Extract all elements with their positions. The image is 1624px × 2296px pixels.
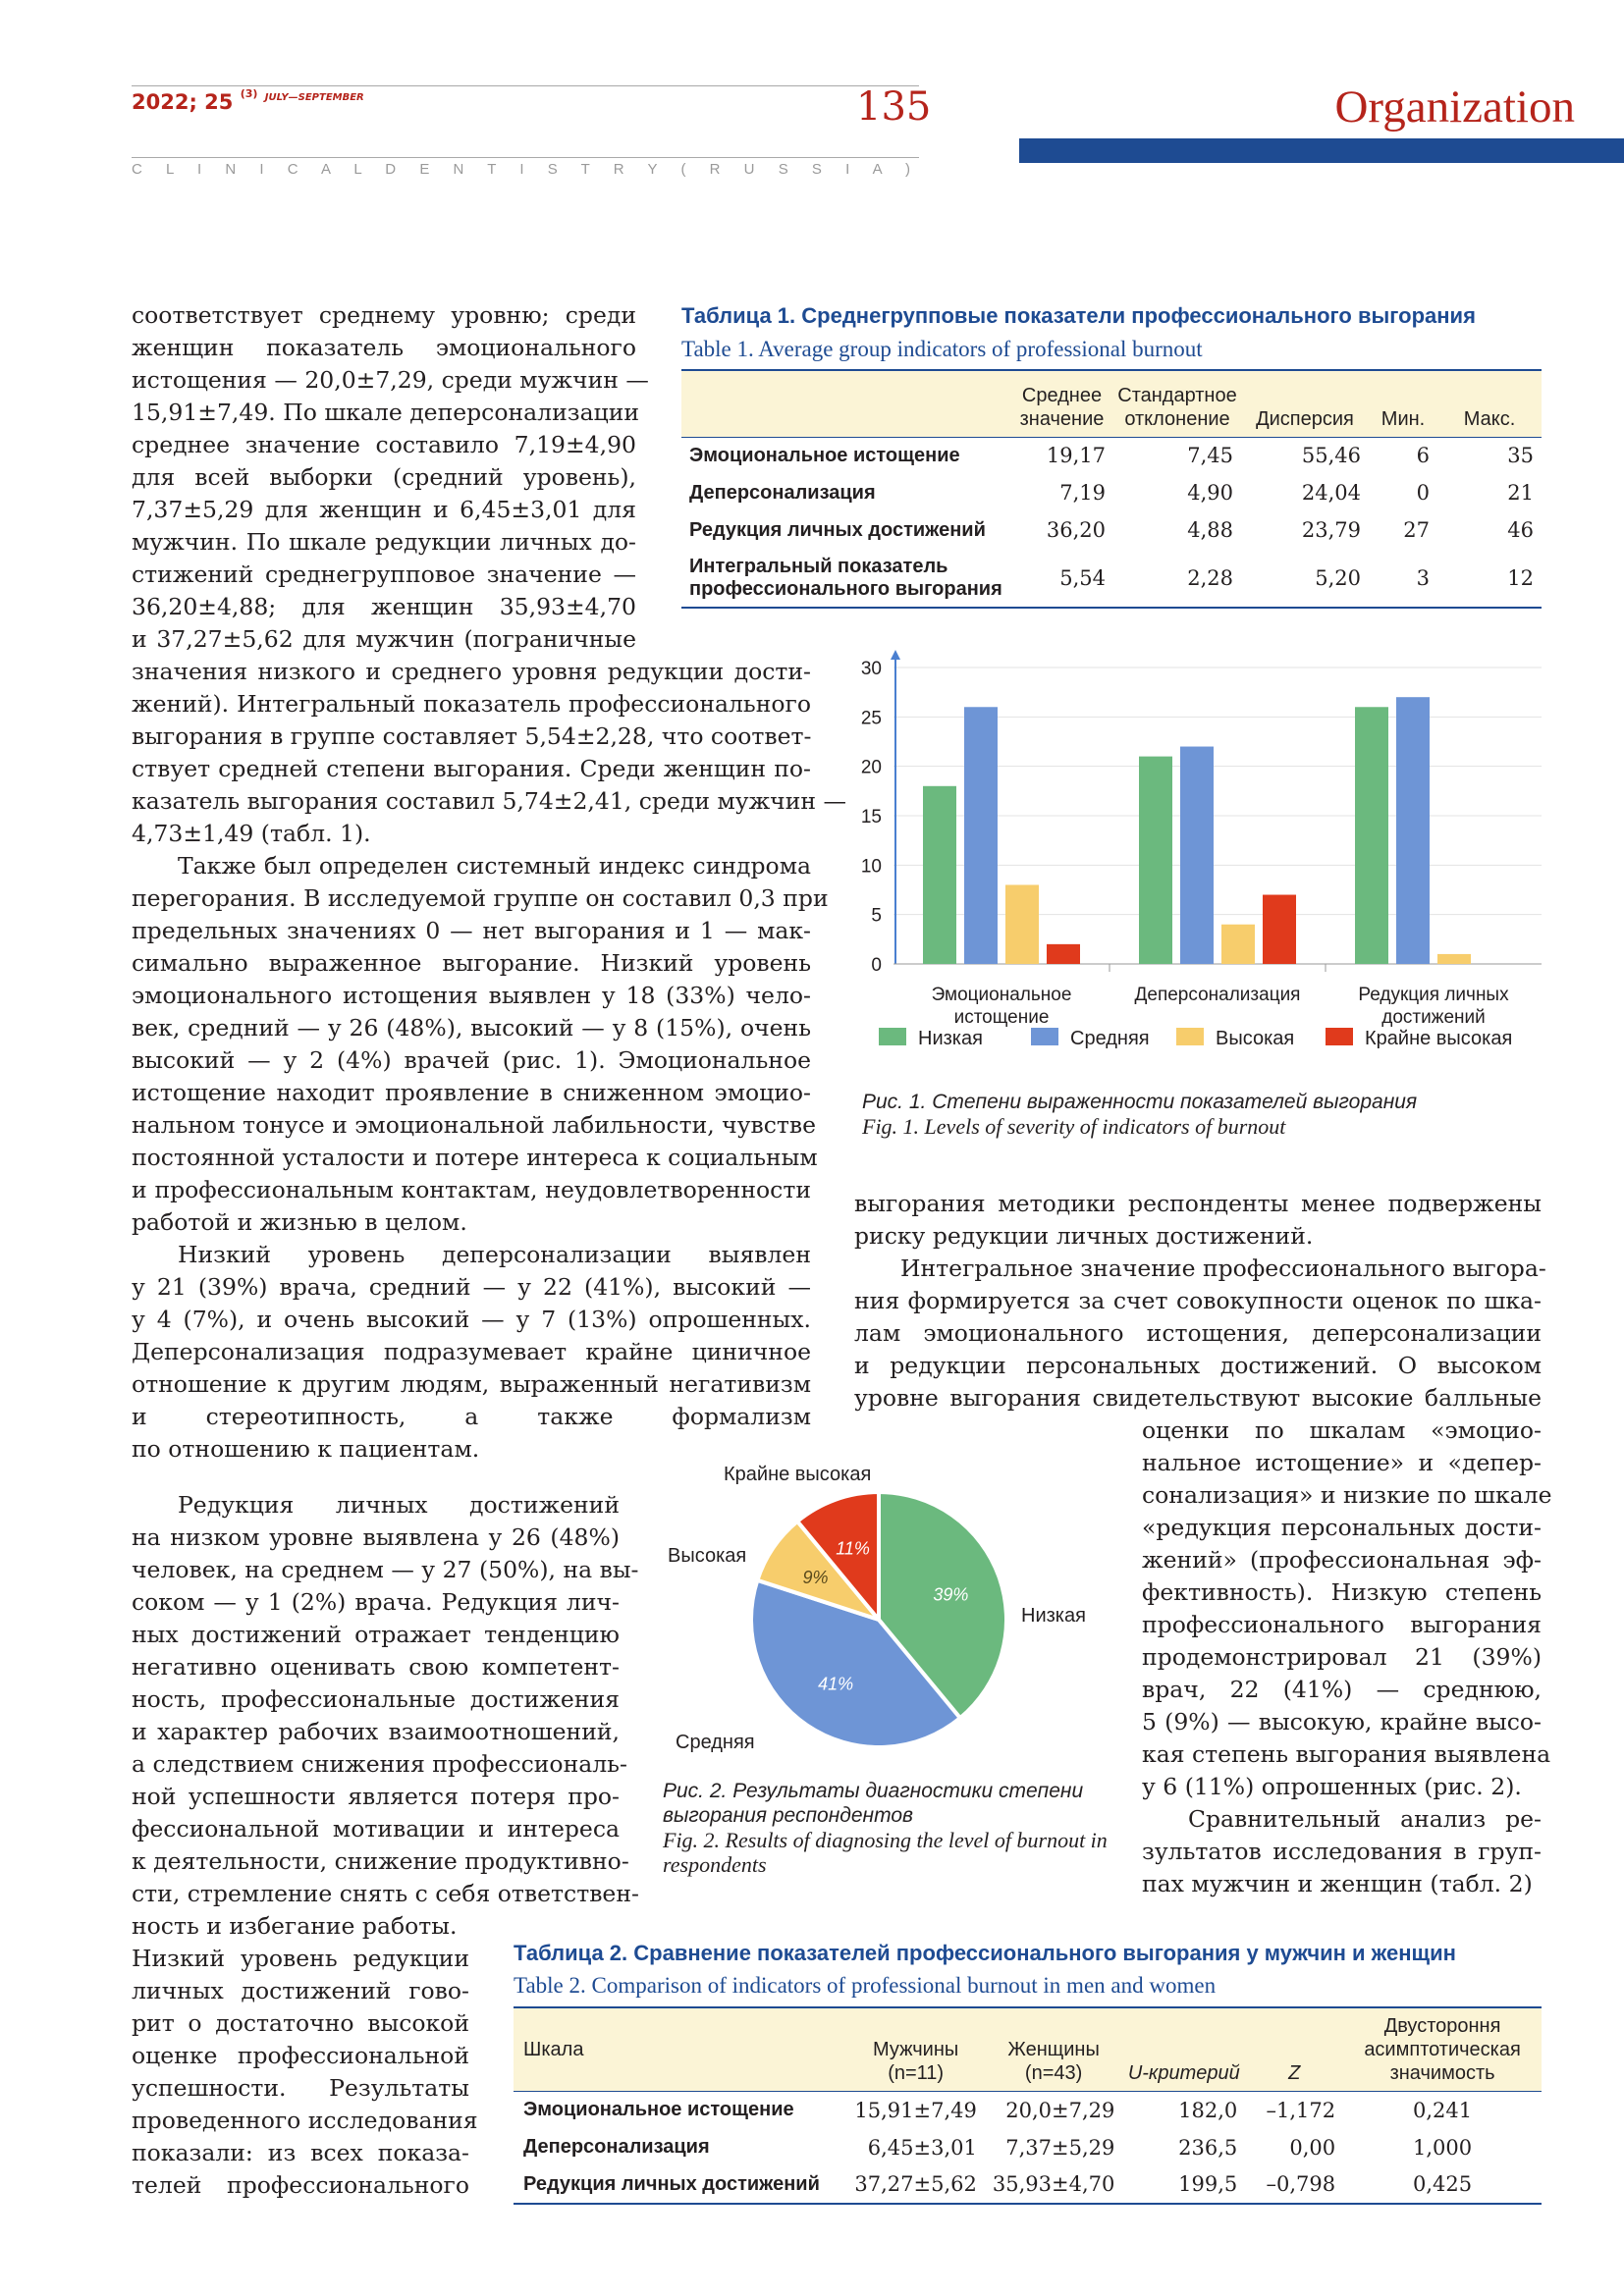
table2-caption-ru: Таблица 2. Сравнение показателей профессионального выгорания у мужчин и женщин [514,1941,1456,1965]
text-line: успешности. Результаты [132,2074,469,2102]
text-line: истощения — 20,0±7,29, среди мужчин — [132,366,649,394]
text-line: для всей выборки (средний уровень), [132,463,636,491]
text-line: у 4 (7%), и очень высокий — у 7 (13%) опрошенных. [132,1306,811,1333]
text-line: 4,73±1,49 (табл. 1). [132,820,371,847]
slice-value-label: 41% [818,1674,854,1694]
table2 [514,2006,1542,2205]
table1-header [681,370,1010,437]
bar-chart [844,648,1551,1060]
table1-header: Дисперсия [1241,370,1369,437]
text-line: ность и избегание работы. [132,1912,458,1940]
table-cell: 35 [1507,444,1534,468]
bar [1005,884,1039,964]
header-rule-top [132,85,919,86]
row-label: Редукция личных достижений [514,2166,846,2204]
y-tick-label: 5 [871,905,882,927]
text-line: и 37,27±5,62 для мужчин (пограничные [132,625,636,653]
slice-category-label: Низкая [1021,1605,1086,1627]
bar [1139,757,1172,964]
table-cell: 199,5 [1122,2166,1245,2204]
text-line: симально выраженное выгорание. Низкий уровень [132,949,811,977]
text-right-narrow [1142,1415,1552,1900]
text-line: отношение к другим людям, выраженный негативизм [132,1370,811,1398]
text-line: и стереотипность, а также формализм [132,1403,811,1430]
bar [923,786,956,964]
table-cell: 12 [1437,549,1542,608]
text-line: стижений среднегрупповое значение — [132,561,636,588]
bar [1047,944,1080,964]
figure2-caption-en: Fig. 2. Results of diagnosing the level of burnout in respondents [663,1828,1108,1877]
text-line: выгорания методики респонденты менее подвержены [854,1190,1542,1217]
text-line: оценки по шкалам «эмоцио- [1142,1416,1542,1444]
x-tick-label: Редукция личных [1358,985,1509,1005]
text-line: нальном тонусе и эмоциональной лабильности, чувстве [132,1111,817,1139]
text-line: нальное истощение» и «депер- [1142,1449,1542,1476]
text-line: Также был определен системный индекс синдрома [178,852,811,880]
table1-header: Макс. [1437,370,1542,437]
text-line: эмоционального истощения выявлен у 18 (33%) чело- [132,982,811,1009]
text-line: на низком уровне выявлена у 26 (48%) [132,1523,620,1551]
table-cell: 23,79 [1301,518,1361,542]
table2-header: Двустороння асимптотическая значимость [1343,2007,1542,2092]
text-line: кая степень выгорания выявлена [1142,1740,1551,1768]
text-line: и редукции персональных достижений. О высоком [854,1352,1542,1379]
text-line: по отношению к пациентам. [132,1435,480,1463]
section-title: Organization [1334,81,1575,133]
bar [964,707,998,964]
table-cell: 7,45 [1187,444,1233,468]
table1-header: Среднее значение [1010,370,1113,437]
text-line: век, средний — у 26 (48%), высокий — у 8 (15%), очень [132,1014,811,1041]
table-cell: 21 [1507,481,1534,505]
table-cell: 55,46 [1301,444,1361,468]
legend-swatch [1031,1028,1058,1045]
text-line: 7,37±5,29 для женщин и 6,45±3,01 для [132,496,636,523]
y-tick-label: 30 [860,659,882,679]
text-left-top [132,299,649,656]
text-line: значения низкого и среднего уровня редукции дости- [132,658,811,685]
table-cell: 20,0±7,29 [1005,2098,1115,2122]
table-cell: 6 [1416,444,1430,468]
table1-caption-ru: Таблица 1. Среднегрупповые показатели профессионального выгорания [681,303,1476,328]
table-cell: 24,04 [1301,481,1361,505]
bar [1396,697,1430,964]
table-row [514,2129,1542,2166]
pie-chart [658,1453,1119,1777]
row-label: Эмоциональное истощение [689,444,960,466]
legend-swatch [879,1028,906,1045]
legend-label: Средняя [1070,1028,1150,1049]
text-line: у 21 (39%) врача, средний — у 22 (41%), высокий — [132,1273,811,1301]
text-line: «редукция персональных дости- [1142,1514,1542,1541]
table-cell: 4,88 [1187,518,1233,542]
x-tick-label: Эмоциональное [931,985,1072,1005]
bar [1355,707,1388,964]
slice-value-label: 9% [802,1568,829,1588]
table-cell: 37,27±5,62 [846,2166,984,2204]
x-tick-label: достижений [1381,1007,1486,1028]
text-line: жений» (профессиональная эф- [1142,1546,1542,1574]
text-line: рит о достаточно высокой [132,2009,469,2037]
text-line: Интегральное значение профессионального выгора- [900,1255,1546,1282]
legend-label: Низкая [918,1028,983,1049]
table-cell: 6,45±3,01 [867,2135,977,2160]
text-line: врач, 22 (41%) — среднюю, [1142,1676,1542,1703]
table-cell: 5,20 [1241,549,1369,608]
table-row [681,474,1542,511]
table-cell: 236,5 [1178,2135,1238,2160]
text-line: ствует средней степени выгорания. Среди женщин по- [132,755,811,782]
text-left-bottom [132,1489,639,1943]
table-cell: 7,19 [1059,481,1106,505]
table1-header: Мин. [1369,370,1437,437]
table-cell: 182,0 [1178,2098,1238,2122]
text-line: проведенного исследования [132,2107,478,2134]
text-line: зультатов исследования в груп- [1142,1838,1542,1865]
text-line: уровне выгорания свидетельствуют высокие балльные [854,1384,1542,1412]
figure1-caption [862,1090,1549,1139]
slice-value-label: 39% [933,1584,969,1605]
text-line: Низкий уровень редукции [132,1945,469,1972]
table-row [681,549,1542,608]
text-line: сти, стремление снять с себя ответствен- [132,1880,639,1907]
row-label: Эмоциональное истощение [523,2099,794,2121]
text-line: перегорания. В исследуемой группе он составил 0,3 при [132,884,829,912]
text-line: и профессиональным контактам, неудовлетворенности [132,1176,811,1203]
text-line: соответствует среднему уровню; среди [132,301,636,329]
text-line: личных достижений гово- [132,1977,469,2004]
legend-label: Высокая [1216,1028,1295,1049]
text-line: постоянной усталости и потере интереса к социальным [132,1144,818,1171]
table-cell: –1,172 [1266,2098,1336,2122]
x-tick-label: истощение [953,1007,1050,1028]
table-cell: 2,28 [1113,549,1241,608]
text-line: а следствием снижения профессиональ- [132,1750,627,1778]
text-line: Сравнительный анализ ре- [1188,1805,1542,1833]
text-line: 36,20±4,88; для женщин 35,93±4,70 [132,593,636,620]
table-cell: 7,37±5,29 [1005,2135,1115,2160]
text-left-narrow [132,1943,478,2202]
text-line: ных достижений отражает тенденцию [132,1621,620,1648]
text-line: среднее значение составило 7,19±4,90 [132,431,636,458]
text-line: 5 (9%) — высокую, крайне высо- [1142,1708,1542,1735]
table-cell: 4,90 [1187,481,1233,505]
text-line: Деперсонализация подразумевает крайне циничное [132,1338,811,1365]
bar [1221,925,1255,964]
table2-header: Z [1245,2007,1343,2092]
figure1-caption-ru: Рис. 1. Степени выраженности показателей выгорания [862,1091,1418,1113]
table-cell: 3 [1369,549,1437,608]
table-row [514,2166,1542,2204]
text-line: продемонстрировал 21 (39%) [1142,1643,1542,1671]
text-line: сонализация» и низкие по шкале [1142,1481,1552,1509]
journal-name: C L I N I C A L D E N T I S T R Y ( R U S S I A ) [132,161,919,178]
text-line: показали: из всех показа- [132,2139,469,2166]
table-cell: 15,91±7,49 [854,2098,977,2122]
y-tick-label: 15 [860,807,882,828]
legend-swatch [1326,1028,1353,1045]
text-line: у 6 (11%) опрошенных (рис. 2). [1142,1773,1522,1800]
text-line: 15,91±7,49. По шкале деперсонализации [132,399,640,426]
y-tick-label: 0 [871,955,882,976]
page-number: 135 [856,84,932,130]
x-tick-label: Деперсонализация [1134,985,1301,1005]
text-line: ность, профессиональные достижения [132,1685,620,1713]
text-left-mid [132,656,847,1466]
text-line: к деятельности, снижение продуктивно- [132,1847,629,1875]
section-bar [1019,138,1624,163]
text-line: фессиональной мотивации и интереса [132,1815,620,1842]
legend-swatch [1176,1028,1204,1045]
table-cell: 0,425 [1343,2166,1542,2204]
row-label: Интегральный показатель профессионального выгорания [681,549,1010,608]
text-line: казатель выгорания составил 5,74±2,41, среди мужчин — [132,787,847,815]
table-cell: 0 [1416,481,1430,505]
bar [1263,895,1296,964]
slice-category-label: Высокая [668,1545,747,1567]
y-axis-arrow [891,650,900,660]
figure1-caption-en: Fig. 1. Levels of severity of indicators of burnout [862,1114,1286,1139]
text-line: оценке профессиональной [132,2042,469,2069]
table-cell: 19,17 [1046,444,1106,468]
table-cell: 36,20 [1046,518,1106,542]
text-line: высокий — у 2 (4%) врачей (рис. 1). Эмоциональное [132,1046,811,1074]
text-line: женщин показатель эмоционального [132,334,636,361]
text-line: и характер рабочих взаимоотношений, [132,1718,620,1745]
table-cell: 1,000 [1413,2135,1473,2160]
text-line: истощение находит проявление в сниженном эмоцио- [132,1079,811,1106]
table2-header: Женщины (n=43) [985,2007,1122,2092]
text-line: Редукция личных достижений [178,1491,620,1519]
text-line: предельных значениях 0 — нет выгорания и 1 — мак- [132,917,811,944]
text-line: лам эмоционального истощения, деперсонализации [854,1319,1542,1347]
text-line: человек, на среднем — у 27 (50%), на вы- [132,1556,639,1583]
text-line: профессионального выгорания [1142,1611,1542,1638]
table-cell: –0,798 [1245,2166,1343,2204]
text-line: телей профессионального [132,2171,469,2199]
text-line: работой и жизнью в целом. [132,1208,467,1236]
table-cell: 0,241 [1413,2098,1473,2122]
table2-header: U-критерий [1122,2007,1245,2092]
table2-header: Мужчины (n=11) [846,2007,984,2092]
table-cell: 5,54 [1010,549,1113,608]
table1 [681,369,1542,609]
slice-category-label: Средняя [676,1732,755,1753]
y-tick-label: 20 [860,757,882,778]
header-rule-bottom [132,157,919,158]
text-line: соком — у 1 (2%) врача. Редукция лич- [132,1588,620,1616]
table-cell: 27 [1403,518,1430,542]
figure2-caption-ru: Рис. 2. Результаты диагностики степени выгорания респондентов [663,1780,1084,1827]
table-cell: 46 [1507,518,1534,542]
issue-info: 2022; 25 $^{(3)}$ $^{JULY—SEPTEMBER}$ [132,87,364,114]
text-line: ной успешности является потеря про- [132,1783,620,1810]
table1-header: Стандартное отклонение [1113,370,1241,437]
text-line: пах мужчин и женщин (табл. 2) [1142,1870,1533,1897]
text-right-mid [854,1188,1546,1415]
text-line: фективность). Низкую степень [1142,1578,1542,1606]
table-cell: 0,00 [1289,2135,1336,2160]
table-row [681,437,1542,474]
legend-label: Крайне высокая [1365,1028,1513,1049]
row-label: Деперсонализация [689,481,876,504]
table-cell: 35,93±4,70 [985,2166,1122,2204]
table1-caption-en: Table 1. Average group indicators of professional burnout [681,337,1203,361]
slice-value-label: 11% [836,1538,870,1559]
table-row [514,2092,1542,2129]
text-line: жений). Интегральный показатель профессионального [132,690,811,718]
row-label: Редукция личных достижений [689,518,986,541]
y-tick-label: 10 [860,856,882,878]
table2-header: Шкала [514,2007,846,2092]
text-line: выгорания в группе составляет 5,54±2,28, что соответ- [132,722,812,750]
bar [1437,954,1471,964]
text-line: риску редукции личных достижений. [854,1222,1314,1250]
slice-category-label: Крайне высокая [724,1464,872,1485]
row-label: Деперсонализация [523,2136,710,2158]
bar [1180,747,1214,964]
figure2-caption [663,1779,1114,1877]
text-line: ния формируется за счет совокупности оценок по шка- [854,1287,1542,1314]
text-line: Низкий уровень деперсонализации выявлен [178,1241,811,1268]
text-line: негативно оценивать свою компетент- [132,1653,620,1681]
y-tick-label: 25 [860,708,882,729]
text-line: мужчин. По шкале редукции личных до- [132,528,636,556]
table-row [681,511,1542,549]
table2-caption-en: Table 2. Comparison of indicators of professional burnout in men and women [514,1973,1217,1998]
